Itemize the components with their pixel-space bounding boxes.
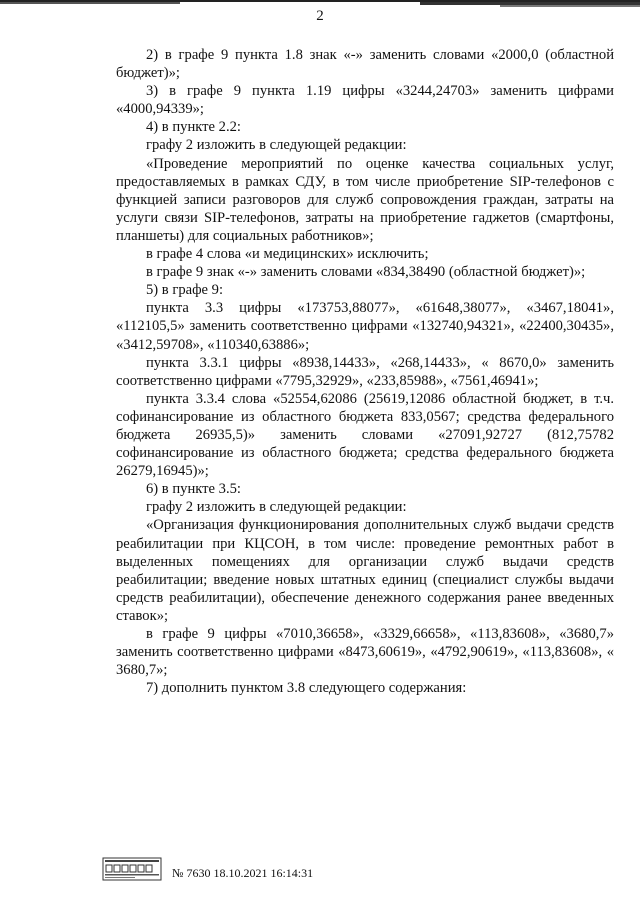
- paragraph: графу 2 изложить в следующей редакции:: [146, 499, 407, 516]
- paragraph: 2) в графе 9 пункта 1.8 знак «-» заменить словами «2000,0 (областной бюджет)»;: [116, 47, 614, 82]
- paragraph: 5) в графе 9:: [146, 282, 224, 299]
- paragraph: пункта 3.3.4 слова «52554,62086 (25619,12086 областной бюджет, в т.ч. софинансирование из областного бюджета 833,0567; средства федерального бюджета 26935,5)» заменить словами «27091,92727 (812,75782 софинансирование из областного бюджета; средства федерального бюджета 26279,16945)»;: [116, 390, 614, 480]
- paragraph: пункта 3.3 цифры «173753,88077», «61648,38077», «3467,18041», «112105,5» заменить соответственно цифрами «132740,94321», «22400,30435», «3412,59708», «110340,63886»;: [116, 300, 614, 353]
- paragraph: пункта 3.3.1 цифры «8938,14433», «268,14433», « 8670,0» заменить соответственно цифрами «7795,32929», «233,85988», «7561,46941»;: [116, 354, 614, 389]
- paragraph: «Проведение мероприятий по оценке качества социальных услуг, предоставляемых в рамках СДУ, в том числе приобретение SIP-телефонов с функцией записи разговоров для служб сопровождения граждан, затраты на услуги связи SIP-телефонов, затраты на приобретение гаджетов (смартфоны, планшеты) для социальных работников»;: [116, 155, 614, 244]
- paragraph: 4) в пункте 2.2:: [146, 119, 241, 136]
- paragraph: графу 2 изложить в следующей редакции:: [146, 137, 407, 154]
- paragraph: 3) в графе 9 пункта 1.19 цифры «3244,24703» заменить цифрами «4000,94339»;: [116, 83, 614, 118]
- paragraph: «Организация функционирования дополнительных служб выдачи средств реабилитации при КЦСОН, в том числе: проведение ремонтных работ в выделенных помещениях для организации служб выдачи средств реабилитации; введение новых штатных единиц (специалист службы выдачи средств реабилитации), обеспечение денежного содержания ранее введенных ставок»;: [116, 517, 614, 624]
- paragraph: 7) дополнить пунктом 3.8 следующего содержания:: [146, 680, 467, 697]
- paragraph: в графе 4 слова «и медицинских» исключить;: [146, 246, 429, 263]
- page-number: 2: [316, 8, 324, 24]
- paragraph: 6) в пункте 3.5:: [146, 481, 241, 498]
- paragraph: в графе 9 цифры «7010,36658», «3329,66658», «113,83608», «3680,7» заменить соответственно цифрами «8473,60619», «4792,90619», «113,83608», « 3680,7»;: [116, 626, 614, 679]
- registration-stamp-icon: [102, 856, 162, 882]
- paragraph: в графе 9 знак «-» заменить словами «834,38490 (областной бюджет)»;: [146, 264, 586, 281]
- registration-number: № 7630 18.10.2021 16:14:31: [172, 866, 314, 880]
- footer: [102, 856, 402, 896]
- document-body: [116, 46, 614, 697]
